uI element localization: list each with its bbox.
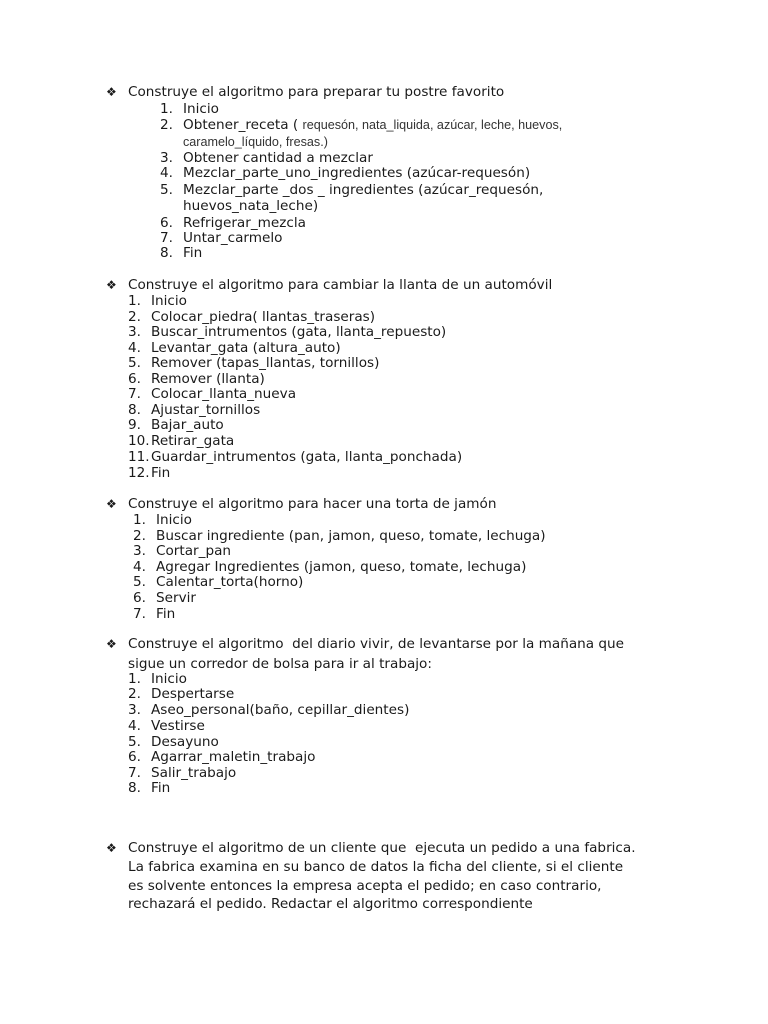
step-number: 6. xyxy=(133,590,146,606)
step-number: 12. xyxy=(128,465,150,481)
step-number: 4. xyxy=(128,718,141,734)
step-number: 11. xyxy=(128,449,150,465)
step-number: 7. xyxy=(128,765,141,781)
step-number: 1. xyxy=(160,101,173,117)
step-text: Calentar_torta(horno) xyxy=(156,574,304,590)
step-number: 3. xyxy=(128,702,141,718)
step-number: 2. xyxy=(128,686,141,702)
bullet-icon: ❖ xyxy=(106,85,117,99)
step-number: 6. xyxy=(128,749,141,765)
step-text: Guardar_intrumentos (gata, llanta_ponchada) xyxy=(151,449,463,465)
step-text: Inicio xyxy=(151,293,187,309)
step-text: Buscar ingrediente (pan, jamon, queso, tomate, lechuga) xyxy=(156,528,546,544)
step-number: 1. xyxy=(128,671,141,687)
step-number: 3. xyxy=(128,324,141,340)
step-number: 6. xyxy=(128,371,141,387)
question-2: Construye el algoritmo para cambiar la llanta de un automóvil xyxy=(128,277,553,293)
step-text: Mezclar_parte_uno_ingredientes (azúcar-requesón) xyxy=(183,165,531,181)
step-text: Obtener_receta ( xyxy=(183,117,299,133)
step-detail: requesón, nata_liquida, azúcar, leche, huevos, xyxy=(302,118,563,132)
step-text: Buscar_intrumentos (gata, llanta_repuesto) xyxy=(151,324,447,340)
step-text: Levantar_gata (altura_auto) xyxy=(151,340,341,356)
step-text-continued: huevos_nata_leche) xyxy=(183,198,319,214)
bullet-icon: ❖ xyxy=(106,841,117,855)
step-number: 8. xyxy=(128,402,141,418)
question-5: Construye el algoritmo de un cliente que ejecuta un pedido a una fabrica. xyxy=(128,840,636,856)
step-text: Bajar_auto xyxy=(151,417,224,433)
step-text: Aseo_personal(baño, cepillar_dientes) xyxy=(151,702,410,718)
step-number: 1. xyxy=(133,512,146,528)
step-text: Remover (llanta) xyxy=(151,371,265,387)
step-text: Agregar Ingredientes (jamon, queso, tomate, lechuga) xyxy=(156,559,527,575)
step-text: Remover (tapas_llantas, tornillos) xyxy=(151,355,380,371)
bullet-icon: ❖ xyxy=(106,278,117,292)
paragraph-line: es solvente entonces la empresa acepta el pedido; en caso contrario, xyxy=(128,878,602,894)
step-text: Inicio xyxy=(156,512,192,528)
question-4: Construye el algoritmo del diario vivir, de levantarse por la mañana que xyxy=(128,636,625,652)
step-text: Servir xyxy=(156,590,196,606)
step-text: Cortar_pan xyxy=(156,543,232,559)
step-number: 3. xyxy=(160,150,173,166)
step-text: Vestirse xyxy=(151,718,205,734)
bullet-icon: ❖ xyxy=(106,637,117,651)
step-text: Ajustar_tornillos xyxy=(151,402,261,418)
step-number: 1. xyxy=(128,293,141,309)
step-text: Obtener cantidad a mezclar xyxy=(183,150,373,166)
step-detail-continued: caramelo_líquido, fresas.) xyxy=(183,135,328,149)
step-number: 5. xyxy=(128,355,141,371)
step-text: Fin xyxy=(156,606,176,622)
bullet-icon: ❖ xyxy=(106,497,117,511)
step-text: Colocar_piedra( llantas_traseras) xyxy=(151,309,376,325)
step-number: 6. xyxy=(160,215,173,231)
step-number: 7. xyxy=(128,386,141,402)
question-1: Construye el algoritmo para preparar tu postre favorito xyxy=(128,84,505,100)
step-number: 4. xyxy=(160,165,173,181)
question-3: Construye el algoritmo para hacer una torta de jamón xyxy=(128,496,497,512)
step-text: Retirar_gata xyxy=(151,433,235,449)
step-text: Agarrar_maletin_trabajo xyxy=(151,749,316,765)
step-number: 9. xyxy=(128,417,141,433)
step-text: Desayuno xyxy=(151,734,219,750)
step-line xyxy=(183,118,562,134)
step-number: 7. xyxy=(133,606,146,622)
paragraph-line: rechazará el pedido. Redactar el algoritmo correspondiente xyxy=(128,896,533,912)
step-number: 2. xyxy=(128,309,141,325)
step-text: Salir_trabajo xyxy=(151,765,237,781)
step-text: Despertarse xyxy=(151,686,235,702)
step-number: 8. xyxy=(160,245,173,261)
step-number: 8. xyxy=(128,780,141,796)
step-text: Refrigerar_mezcla xyxy=(183,215,306,231)
step-text: Inicio xyxy=(183,101,219,117)
question-4-continued: sigue un corredor de bolsa para ir al trabajo: xyxy=(128,656,432,672)
paragraph-line: La fabrica examina en su banco de datos la ficha del cliente, si el cliente xyxy=(128,859,624,875)
step-text: Inicio xyxy=(151,671,187,687)
step-number: 5. xyxy=(128,734,141,750)
step-number: 10. xyxy=(128,433,150,449)
step-text: Untar_carmelo xyxy=(183,230,283,246)
step-number: 7. xyxy=(160,230,173,246)
step-text: Mezclar_parte _dos _ ingredientes (azúcar_requesón, xyxy=(183,182,544,198)
step-number: 3. xyxy=(133,543,146,559)
step-number: 4. xyxy=(128,340,141,356)
step-number: 2. xyxy=(133,528,146,544)
step-number: 5. xyxy=(160,182,173,198)
step-text: Colocar_llanta_nueva xyxy=(151,386,297,402)
step-number: 4. xyxy=(133,559,146,575)
step-text: Fin xyxy=(151,780,171,796)
step-text: Fin xyxy=(151,465,171,481)
step-number: 2. xyxy=(160,117,173,133)
step-text: Fin xyxy=(183,245,203,261)
step-number: 5. xyxy=(133,574,146,590)
